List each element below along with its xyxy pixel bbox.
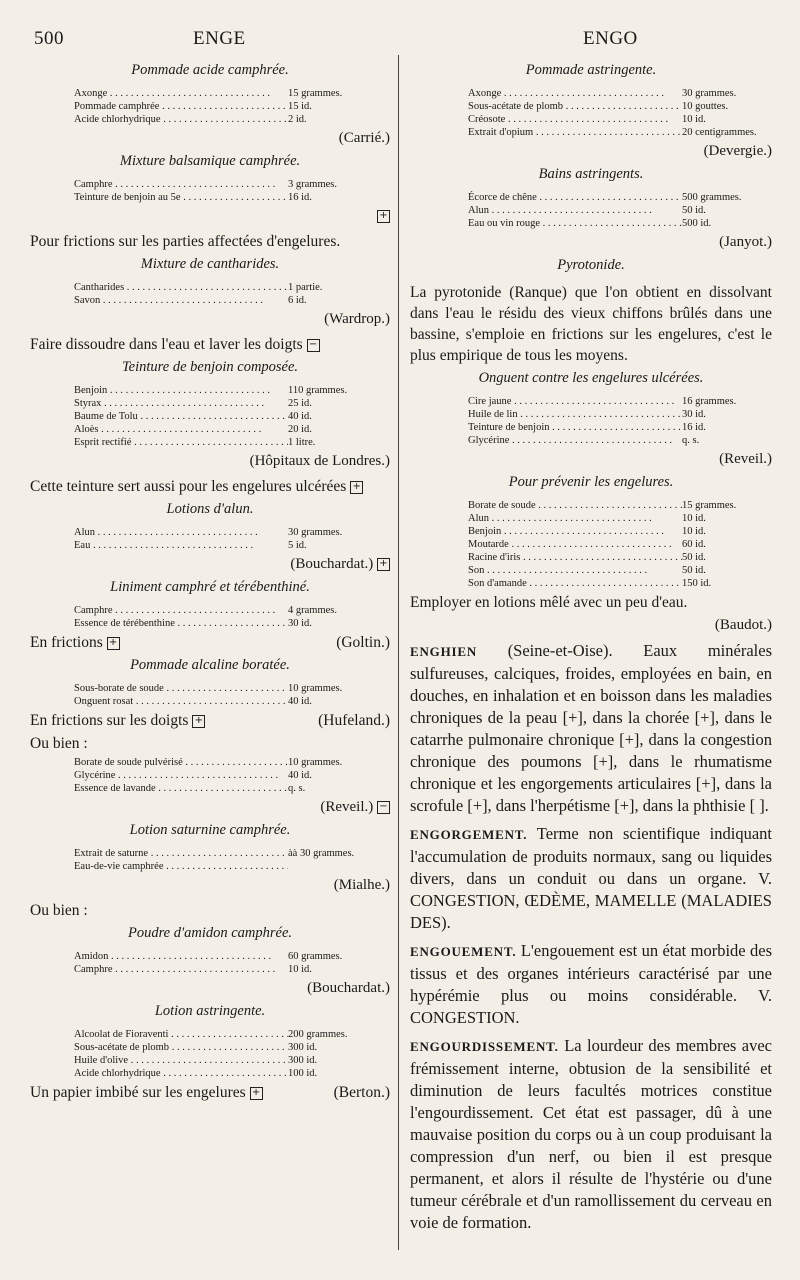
ingredient-name: Camphre . . .: [74, 178, 288, 191]
ingredient-row: [74, 87, 374, 100]
ingredient-name: Aloès . . .: [74, 423, 288, 436]
plus-box-icon: +: [107, 637, 120, 650]
recipe-source: (Mialhe.): [333, 877, 390, 893]
ingredient-row: [468, 191, 768, 204]
recipe-source: (Bouchardat.) +: [30, 556, 390, 573]
ingredient-name: Essence de térébenthine . . .: [74, 617, 288, 630]
ingredient-name: Styrax . . .: [74, 397, 288, 410]
entry-headword: ENGHIEN: [410, 644, 478, 659]
ingredient-quantity: 15 grammes.: [682, 500, 737, 511]
or-label: Ou bien :: [30, 735, 88, 752]
ingredient-list: [74, 604, 374, 630]
ingredient-row: [468, 126, 768, 139]
ingredient-quantity: 50 id.: [682, 552, 706, 563]
entry-text: La lourdeur des membres avec frémissement interne, obtusion de la sensibilité et diminution de leurs facultés motrices constitue l'engourdissement. Cet état est passager, dû à une mauvaise position du corps ou à un coup produisant la compression d'un nerf, ou bien il est presque permanent, et alors il résulte de l'hystérie ou d'une tumeur cérébrale et d'un ramollissement du cerveau en voie de formation.: [410, 1036, 772, 1232]
page-number: 500: [34, 28, 64, 49]
recipe-title: Onguent contre les engelures ulcérées.: [478, 370, 704, 386]
recipe-title: Teinture de benjoin composée.: [121, 359, 299, 375]
ingredient-name: Acide chlorhydrique . . .: [74, 1067, 288, 1080]
minus-box-icon: −: [307, 339, 320, 352]
ingredient-quantity: q. s.: [288, 783, 306, 794]
ingredient-row: [74, 526, 374, 539]
left-column: [30, 58, 390, 1105]
minus-box-icon: −: [377, 801, 390, 814]
ingredient-row: [74, 281, 374, 294]
ingredient-row: [74, 294, 374, 307]
ingredient-name: Écorce de chêne . . .: [468, 191, 682, 204]
ingredient-list: [74, 950, 374, 976]
ingredient-name: Teinture de benjoin au 5e . . .: [74, 191, 288, 204]
recipe-source: (Janyot.): [719, 234, 772, 250]
ingredient-row: [468, 421, 768, 434]
ingredient-row: [468, 408, 768, 421]
ingredient-quantity: 200 grammes.: [288, 1029, 348, 1040]
ingredient-name: Huile de lin . . .: [468, 408, 682, 421]
recipe-note: En frictions + (Goltin.): [30, 634, 390, 651]
ingredient-row: [74, 950, 374, 963]
ingredient-list: [74, 281, 374, 307]
ingredient-list: [468, 395, 768, 447]
ingredient-name: Sous-borate de soude . . .: [74, 682, 288, 695]
ingredient-list: [468, 191, 768, 230]
recipe-title: Lotion saturnine camphrée.: [129, 822, 291, 838]
ingredient-name: Axonge . . .: [74, 87, 288, 100]
ingredient-name: Borate de soude . . .: [468, 499, 682, 512]
ingredient-quantity: 15 grammes.: [288, 88, 343, 99]
ingredient-name: Alun . . .: [468, 512, 682, 525]
ingredient-name: Amidon . . .: [74, 950, 288, 963]
recipe-source: (Hôpitaux de Londres.): [249, 453, 390, 469]
entry-text: Terme non scientifique indiquant l'accumulation de produits normaux, sang ou liquides divers, dans un conduit ou dans un organe. V. CONGESTION, ŒDÈME, MAMELLE (MALADIES DES).: [410, 824, 772, 932]
ingredient-quantity: 30 id.: [682, 409, 706, 420]
recipe-title: Lotion astringente.: [154, 1003, 266, 1019]
ingredient-row: [74, 847, 374, 860]
ingredient-row: [74, 1054, 374, 1067]
ingredient-name: Moutarde . . .: [468, 538, 682, 551]
ingredient-quantity: 40 id.: [288, 411, 312, 422]
ingredient-name: Eau . . .: [74, 539, 288, 552]
recipe-symbol-line: [30, 208, 390, 225]
ingredient-row: [74, 756, 374, 769]
recipe-title: Pommade astringente.: [525, 62, 657, 78]
ingredient-quantity: 2 id.: [288, 114, 307, 125]
ingredient-row: [74, 1041, 374, 1054]
recipe-title: Mixture balsamique camphrée.: [119, 153, 301, 169]
ingredient-quantity: 60 grammes.: [288, 951, 343, 962]
ingredient-name: Borate de soude pulvérisé . . .: [74, 756, 288, 769]
ingredient-name: Benjoin . . .: [74, 384, 288, 397]
ingredient-name: Benjoin . . .: [468, 525, 682, 538]
ingredient-quantity: 4 grammes.: [288, 605, 337, 616]
ingredient-quantity: 40 id.: [288, 770, 312, 781]
ingredient-list: [74, 682, 374, 708]
entry-headword: ENGORGEMENT.: [410, 827, 528, 842]
or-label: Ou bien :: [30, 902, 88, 919]
ingredient-quantity: q. s.: [682, 435, 700, 446]
recipe-title: Pommade alcaline boratée.: [130, 657, 290, 673]
ingredient-list: [468, 499, 768, 590]
ingredient-row: [74, 782, 374, 795]
ingredient-name: Camphre . . .: [74, 963, 288, 976]
recipe-note: En frictions sur les doigts + (Hufeland.): [30, 712, 390, 729]
ingredient-row: [468, 113, 768, 126]
ingredient-name: Eau ou vin rouge . . .: [468, 217, 682, 230]
ingredient-row: [74, 1028, 374, 1041]
ingredient-quantity: 110 grammes.: [288, 385, 348, 396]
recipe-note: Employer en lotions mêlé avec un peu d'eau.: [410, 594, 688, 611]
ingredient-quantity: 60 id.: [682, 539, 706, 550]
ingredient-row: [468, 100, 768, 113]
ingredient-quantity: 16 id.: [288, 192, 312, 203]
recipe-title: Poudre d'amidon camphrée.: [127, 925, 293, 941]
ingredient-quantity: 40 id.: [288, 696, 312, 707]
plus-box-icon: +: [192, 715, 205, 728]
ingredient-row: [468, 564, 768, 577]
ingredient-name: Camphre . . .: [74, 604, 288, 617]
paragraph: La pyrotonide (Ranque) que l'on obtient en dissolvant dans l'eau le résidu des vieux chiffons brûlés dans une bassine, s'emploie en frictions sur les engelures, c'est le plus empirique de tous les moyens.: [410, 284, 772, 364]
ingredient-row: [468, 217, 768, 230]
recipe-title: Pour prévenir les engelures.: [508, 474, 674, 490]
ingredient-row: [74, 178, 374, 191]
ingredient-name: Acide chlorhydrique . . .: [74, 113, 288, 126]
dictionary-entry-enghien: [410, 640, 772, 817]
ingredient-name: Esprit rectifié . . .: [74, 436, 288, 449]
ingredient-quantity: 30 grammes.: [288, 527, 343, 538]
ingredient-quantity: 10 id.: [682, 513, 706, 524]
ingredient-row: [74, 384, 374, 397]
ingredient-name: Essence de lavande . . .: [74, 782, 288, 795]
ingredient-quantity: 20 id.: [288, 424, 312, 435]
ingredient-quantity: 15 id.: [288, 101, 312, 112]
ingredient-name: Racine d'iris . . .: [468, 551, 682, 564]
ingredient-row: [74, 860, 374, 873]
column-rule: [398, 55, 399, 1250]
ingredient-name: Son . . .: [468, 564, 682, 577]
ingredient-quantity: 100 id.: [288, 1068, 318, 1079]
recipe-title: Pyrotonide.: [557, 257, 625, 273]
ingredient-name: Alun . . .: [468, 204, 682, 217]
recipe-title: Bains astringents.: [538, 166, 644, 182]
recipe-source: (Reveil.): [719, 451, 772, 467]
ingredient-row: [74, 539, 374, 552]
ingredient-row: [468, 434, 768, 447]
ingredient-name: Eau-de-vie camphrée . . .: [74, 860, 288, 873]
ingredient-quantity: 16 grammes.: [682, 396, 737, 407]
ingredient-row: [74, 963, 374, 976]
plus-box-icon: +: [350, 481, 363, 494]
ingredient-quantity: [288, 860, 374, 873]
ingredient-row: [468, 499, 768, 512]
ingredient-quantity: 10 grammes.: [288, 683, 343, 694]
ingredient-name: Baume de Tolu . . .: [74, 410, 288, 423]
ingredient-row: [468, 87, 768, 100]
plus-box-icon: +: [377, 210, 390, 223]
dictionary-entry-engouement: [410, 940, 772, 1029]
ingredient-name: Cantharides . . .: [74, 281, 288, 294]
ingredient-row: [468, 577, 768, 590]
recipe-title: Mixture de cantharides.: [140, 256, 280, 272]
ingredient-quantity: 500 id.: [682, 218, 712, 229]
ingredient-list: [74, 756, 374, 795]
ingredient-list: [74, 1028, 374, 1080]
ingredient-quantity: 300 id.: [288, 1042, 318, 1053]
recipe-source: (Berton.): [333, 1084, 390, 1101]
ingredient-name: Savon . . .: [74, 294, 288, 307]
plus-box-icon: +: [250, 1087, 263, 1100]
ingredient-row: [468, 525, 768, 538]
ingredient-list: [74, 847, 374, 873]
ingredient-name: Teinture de benjoin . . .: [468, 421, 682, 434]
ingredient-quantity: 50 id.: [682, 565, 706, 576]
ingredient-quantity: 300 id.: [288, 1055, 318, 1066]
ingredient-quantity: 1 partie.: [288, 282, 323, 293]
recipe-source: (Wardrop.): [324, 311, 390, 327]
ingredient-row: [74, 191, 374, 204]
ingredient-quantity: 10 grammes.: [288, 757, 343, 768]
ingredient-quantity: 50 id.: [682, 205, 706, 216]
recipe-note: Un papier imbibé sur les engelures + (Berton.): [30, 1084, 390, 1101]
ingredient-row: [74, 113, 374, 126]
ingredient-row: [74, 436, 374, 449]
recipe-source: (Bouchardat.): [307, 980, 390, 996]
ingredient-quantity: 10 gouttes.: [682, 101, 729, 112]
recipe-source: (Reveil.) −: [30, 799, 390, 816]
recipe-note: Pour frictions sur les parties affectées d'engelures.: [30, 233, 341, 250]
ingredient-quantity: 500 grammes.: [682, 192, 742, 203]
ingredient-list: [468, 87, 768, 139]
ingredient-quantity: 150 id.: [682, 578, 712, 589]
dictionary-entry-engorgement: [410, 823, 772, 934]
ingredient-name: Extrait d'opium . . .: [468, 126, 682, 139]
ingredient-quantity: 3 grammes.: [288, 179, 337, 190]
ingredient-row: [468, 395, 768, 408]
ingredient-row: [74, 617, 374, 630]
ingredient-list: [74, 87, 374, 126]
ingredient-name: Onguent rosat . . .: [74, 695, 288, 708]
ingredient-row: [74, 410, 374, 423]
recipe-title: Lotions d'alun.: [166, 501, 254, 517]
ingredient-row: [468, 204, 768, 217]
ingredient-name: Extrait de saturne . . .: [74, 847, 288, 860]
ingredient-row: [74, 1067, 374, 1080]
ingredient-name: Huile d'olive . . .: [74, 1054, 288, 1067]
ingredient-quantity: 10 id.: [682, 526, 706, 537]
running-head-right: ENGO: [583, 28, 638, 49]
ingredient-quantity: àà 30 grammes.: [288, 848, 355, 859]
ingredient-quantity: 6 id.: [288, 295, 307, 306]
recipe-note: Faire dissoudre dans l'eau et laver les doigts −: [30, 334, 390, 355]
ingredient-list: [74, 526, 374, 552]
ingredient-name: Créosote . . .: [468, 113, 682, 126]
ingredient-quantity: 25 id.: [288, 398, 312, 409]
ingredient-quantity: 16 id.: [682, 422, 706, 433]
entry-headword: ENGOURDISSEMENT.: [410, 1039, 559, 1054]
recipe-title: Pommade acide camphrée.: [131, 62, 289, 78]
ingredient-row: [74, 100, 374, 113]
recipe-source: (Devergie.): [703, 143, 772, 159]
ingredient-name: Alcoolat de Fioraventi . . .: [74, 1028, 288, 1041]
recipe-source: (Baudot.): [714, 617, 772, 633]
ingredient-name: Glycérine . . .: [74, 769, 288, 782]
entry-headword: ENGOUEMENT.: [410, 944, 517, 959]
ingredient-name: Alun . . .: [74, 526, 288, 539]
ingredient-name: Pommade camphrée . . .: [74, 100, 288, 113]
ingredient-quantity: 5 id.: [288, 540, 307, 551]
ingredient-row: [468, 538, 768, 551]
entry-text: (Seine-et-Oise). Eaux minérales sulfureuses, calciques, froides, employées en bain, en douches, en inhalation et en boisson dans les maladies chroniques de la peau [+], dans la chorée [+], dans le catarrhe pulmonaire chronique [+], dans la congestion chronique des poumons [+], dans le rhumatisme chronique et les engorgements articulaires [+], dans la scrofule [+], dans l'herpétisme [+], dans la phthisie [ ].: [410, 641, 772, 815]
running-head-left: ENGE: [193, 28, 246, 49]
ingredient-row: [74, 423, 374, 436]
ingredient-quantity: 30 grammes.: [682, 88, 737, 99]
recipe-note: Cette teinture sert aussi pour les engelures ulcérées +: [30, 476, 390, 497]
ingredient-quantity: 20 centigrammes.: [682, 127, 757, 138]
ingredient-row: [468, 551, 768, 564]
ingredient-name: Axonge . . .: [468, 87, 682, 100]
ingredient-name: Glycérine . . .: [468, 434, 682, 447]
recipe-source: (Goltin.): [336, 634, 390, 651]
recipe-source: (Hufeland.): [318, 712, 390, 729]
ingredient-name: Sous-acétate de plomb . . .: [74, 1041, 288, 1054]
ingredient-row: [74, 397, 374, 410]
ingredient-row: [468, 512, 768, 525]
recipe-title: Liniment camphré et térébenthiné.: [110, 579, 310, 595]
ingredient-row: [74, 695, 374, 708]
dictionary-entry-engourdissement: [410, 1035, 772, 1234]
ingredient-quantity: 30 id.: [288, 618, 312, 629]
ingredient-name: Cire jaune . . .: [468, 395, 682, 408]
ingredient-quantity: 10 id.: [288, 964, 312, 975]
recipe-source: (Carrié.): [338, 130, 390, 146]
ingredient-quantity: 1 litre.: [288, 437, 316, 448]
ingredient-quantity: 10 id.: [682, 114, 706, 125]
ingredient-list: [74, 178, 374, 204]
right-column: [410, 58, 772, 1240]
ingredient-list: [74, 384, 374, 449]
plus-box-icon: +: [377, 558, 390, 571]
ingredient-row: [74, 682, 374, 695]
ingredient-name: Son d'amande . . .: [468, 577, 682, 590]
ingredient-row: [74, 769, 374, 782]
ingredient-name: Sous-acétate de plomb . . .: [468, 100, 682, 113]
ingredient-row: [74, 604, 374, 617]
entry-text: L'engouement est un état morbide des tissus et des organes intérieurs caractérisé par une hypérémie plus ou moins considérable. V. CONGESTION.: [410, 941, 772, 1027]
